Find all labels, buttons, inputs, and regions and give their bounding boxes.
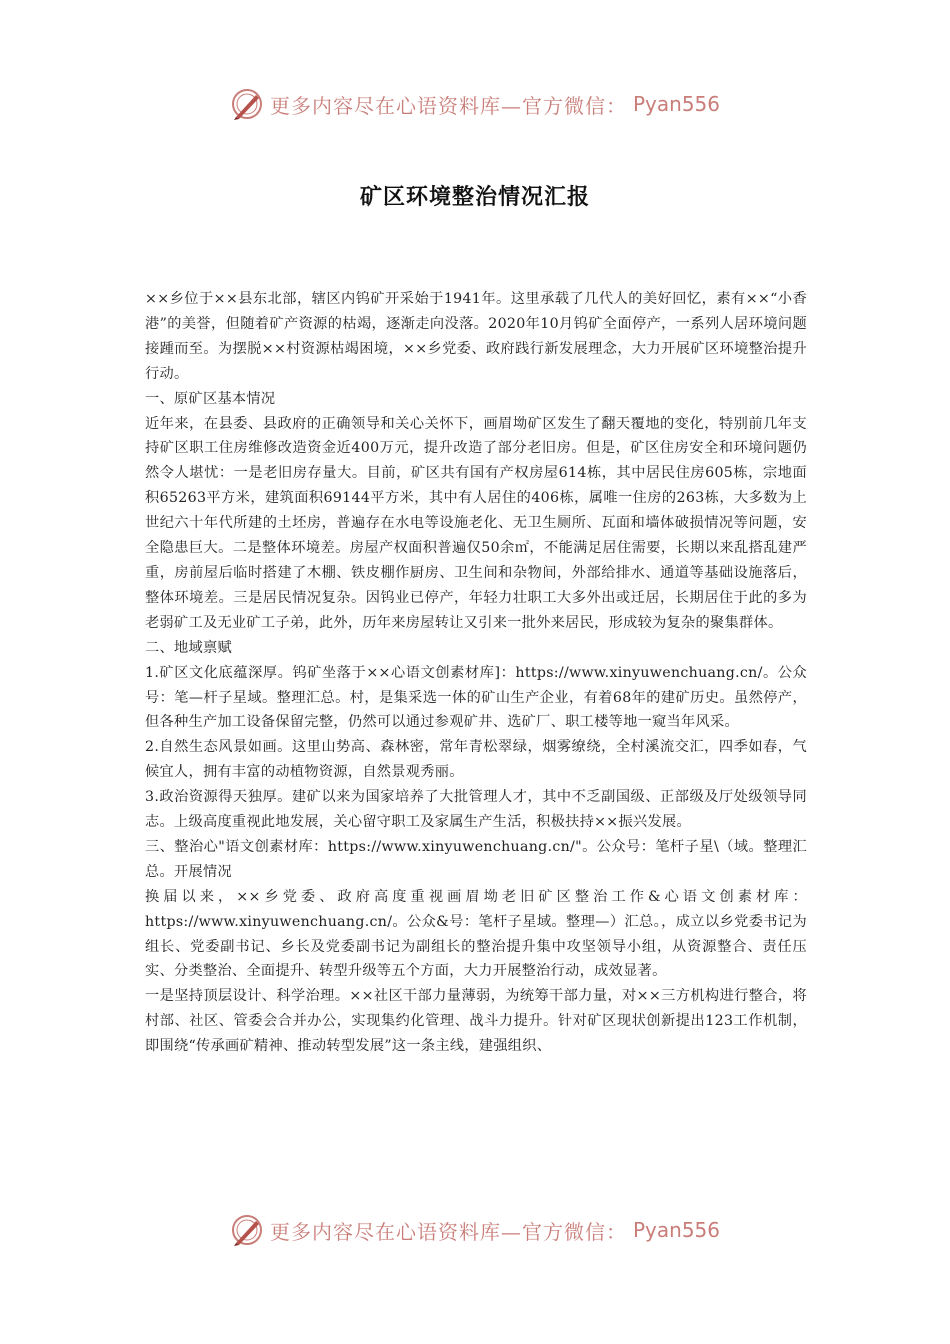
watermark-banner-bottom: [0, 1208, 950, 1252]
paragraph: 2.自然生态风景如画。这里山势高、森林密，常年青松翠绿，烟雾缭绕，全村溪流交汇，四季如春，气候宜人，拥有丰富的动植物资源，自然景观秀丽。: [145, 739, 807, 781]
section-heading: 三、整治心"语文创素材库：https://www.xinyuwenchuang.cn/"。公众号：笔杆子星\（域。整理汇总。开展情况: [145, 838, 807, 880]
paragraph: 一是坚持顶层设计、科学治理。××社区干部力量薄弱，为统筹干部力量，对××三方机构进行整合，将村部、社区、管委会合并办公，实现集约化管理、战斗力提升。针对矿区现状创新提出123工作机制，即围绕“传承画矿精神、推动转型发展”这一条主线，建强组织、: [145, 988, 807, 1055]
paragraph: 换届以来，××乡党委、政府高度重视画眉坳老旧矿区整治工作&心语文创素材库：https://www.xinyuwenchuang.cn/。公众&号：笔杆子星域。整理—）汇总。，成立以乡党委书记为组长、党委副书记、乡长及党委副书记为副组长的整治提升集中攻坚领导小组，从资源整合、责任压实、分类整治、全面提升、转型升级等五个方面，大力开展整治行动，成效显著。: [145, 888, 807, 980]
watermark-wechat-id: Pyan556: [632, 92, 720, 116]
document-title: 矿区环境整治情况汇报: [359, 184, 590, 210]
paragraph: ××乡位于××县东北部，辖区内钨矿开采始于1941年。这里承载了几代人的美好回忆，素有××“小香港”的美誉，但随着矿产资源的枯竭，逐渐走向没落。2020年10月钨矿全面停产，一系列人居环境问题接踵而至。为摆脱××村资源枯竭困境，××乡党委、政府践行新发展理念，大力开展矿区环境整治提升行动。: [145, 291, 807, 382]
paragraph: 3.政治资源得天独厚。建矿以来为国家培养了大批管理人才，其中不乏副国级、正部级及厅处级领导同志。上级高度重视此地发展，关心留守职工及家属生产生活，积极扶持××振兴发展。: [145, 789, 807, 831]
watermark-wechat-id: Pyan556: [632, 1218, 720, 1242]
paragraph: 近年来，在县委、县政府的正确领导和关心关怀下，画眉坳矿区发生了翻天覆地的变化，特别前几年支持矿区职工住房维修改造资金近400万元，提升改造了部分老旧房。但是，矿区住房安全和环境问题仍然令人堪忧：一是老旧房存量大。目前，矿区共有国有产权房屋614栋，其中居民住房605栋，宗地面积65263平方米，建筑面积69144平方米，其中有人居住的406栋，属唯一住房的263栋，大多数为上世纪六十年代所建的土坯房，普遍存在水电等设施老化、无卫生厕所、瓦面和墙体破损情况等问题，安全隐患巨大。二是整体环境差。房屋产权面积普遍仅50余㎡，不能满足居住需要，长期以来乱搭乱建严重，房前屋后临时搭建了木棚、铁皮棚作厨房、卫生间和杂物间，外部给排水、通道等基础设施落后，整体环境差。三是居民情况复杂。因钨业已停产，年轻力壮职工大多外出或迁居，长期居住于此的多为老弱矿工及无业矿工子弟，此外，历年来房屋转让又引来一批外来居民，形成较为复杂的聚集群体。: [145, 415, 807, 631]
watermark-text: 更多内容尽在心语资料库—官方微信：: [269, 1219, 627, 1244]
document-body: [145, 287, 807, 1059]
pen-logo-icon: [230, 87, 264, 121]
watermark-banner-top: [0, 82, 950, 126]
watermark-text: 更多内容尽在心语资料库—官方微信：: [269, 93, 627, 118]
paragraph: 1.矿区文化底蕴深厚。钨矿坐落于××心语文创素材库]：https://www.xinyuwenchuang.cn/。公众号：笔—杆子星域。整理汇总。村，是集采选一体的矿山生产企业，有着68年的建矿历史。虽然停产，但各种生产加工设备保留完整，仍然可以通过参观矿井、选矿厂、职工楼等地一窥当年风采。: [145, 664, 807, 731]
section-heading: 二、地域禀赋: [145, 639, 232, 656]
pen-logo-icon: [230, 1213, 264, 1247]
section-heading: 一、原矿区基本情况: [145, 390, 276, 407]
